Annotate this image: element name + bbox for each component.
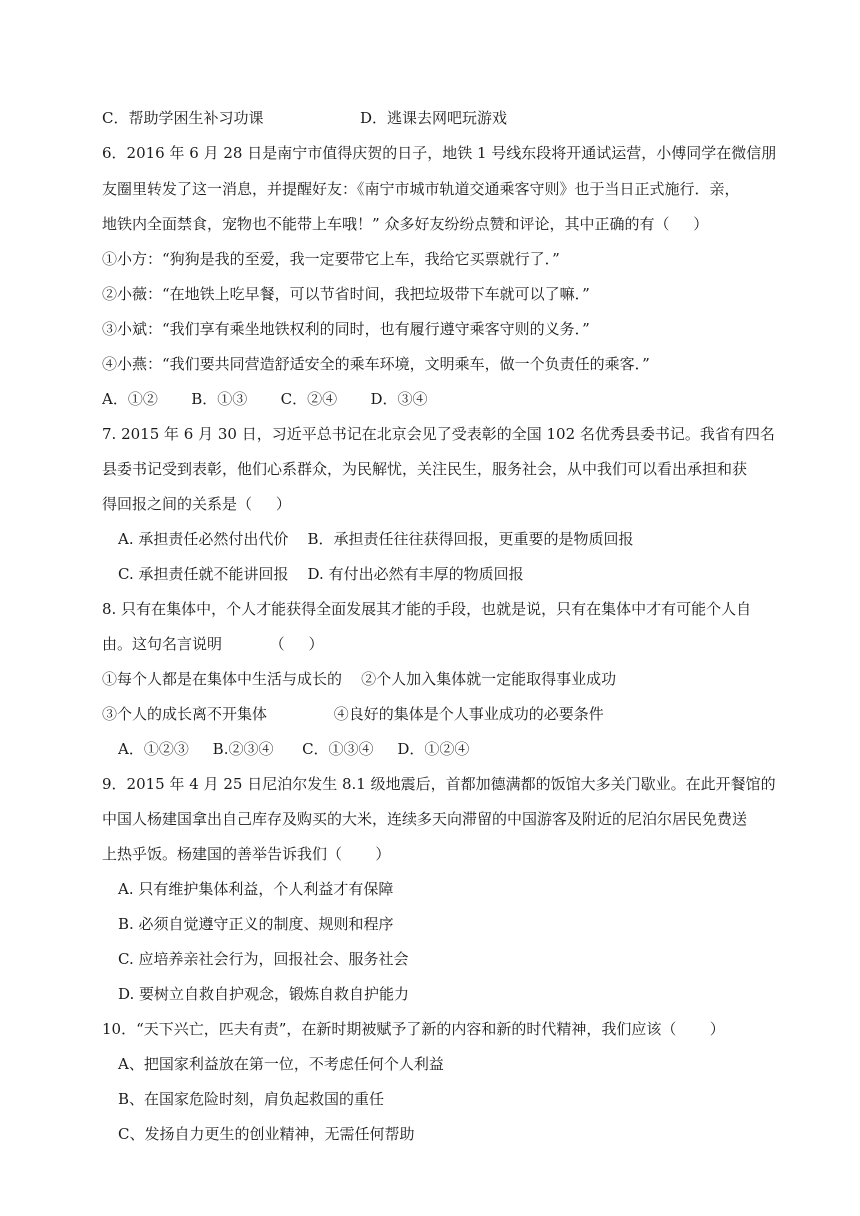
- q9-stem-line-3: 上热乎饭。杨建国的善举告诉我们（ ）: [102, 845, 391, 863]
- q10-option-c: C、发扬自力更生的创业精神，无需任何帮助: [118, 1125, 415, 1143]
- q6-stem-line-3: 地铁内全面禁食，宠物也不能带上车哦！” 众多好友纷纷点赞和评论，其中正确的有（ ）: [102, 215, 709, 233]
- q5-option-d: D．逃课去网吧玩游戏: [360, 109, 508, 127]
- q6-item-2: ②小薇：“在地铁上吃早餐，可以节省时间，我把垃圾带下车就可以了嘛．”: [102, 285, 590, 303]
- q8-item-line-2: ③个人的成长离不开集体 ④良好的集体是个人事业成功的必要条件: [102, 705, 604, 723]
- q10-option-b: B、在国家危险时刻，肩负起救国的重任: [118, 1090, 385, 1108]
- q9-option-c: C. 应培养亲社会行为，回报社会、服务社会: [118, 950, 409, 968]
- q7-options-line-2: C. 承担责任就不能讲回报 D. 有付出必然有丰厚的物质回报: [118, 565, 524, 583]
- q6-stem-line-2: 友圈里转发了这一消息，并提醒好友：《南宁市城市轨道交通乘客守则》也于当日正式施行．亲，: [102, 180, 740, 198]
- q10-stem: 10．“天下兴亡，匹夫有责”，在新时期被赋予了新的内容和新的时代精神，我们应该（ ）: [102, 1020, 725, 1038]
- q9-stem-line-2: 中国人杨建国拿出自己库存及购买的大米，连续多天向滞留的中国游客及附近的尼泊尔居民免费送: [102, 810, 748, 828]
- q9-stem-line-1: 9．2015 年 4 月 25 日尼泊尔发生 8.1 级地震后，首都加德满都的饭馆大多关门歇业。在此开餐馆的: [102, 775, 776, 793]
- q6-options: A．①② B．①③ C．②④ D．③④: [102, 390, 428, 408]
- q6-item-1: ①小方：“狗狗是我的至爱，我一定要带它上车，我给它买票就行了．”: [102, 250, 560, 268]
- q8-stem-line-2: 由。这句名言说明 （ ）: [102, 635, 324, 653]
- q7-stem-line-1: 7. 2015 年 6 月 30 日，习近平总书记在北京会见了受表彰的全国 102 名优秀县委书记。我省有四名: [102, 425, 775, 443]
- q9-option-a: A. 只有维护集体利益，个人利益才有保障: [118, 880, 394, 898]
- q10-option-a: A、把国家利益放在第一位，不考虑任何个人利益: [118, 1055, 444, 1073]
- q9-option-d: D. 要树立自救自护观念，锻炼自救自护能力: [118, 985, 410, 1003]
- q7-options-line-1: A. 承担责任必然付出代价 B．承担责任往往获得回报，更重要的是物质回报: [118, 530, 634, 548]
- q7-stem-line-3: 得回报之间的关系是（ ）: [102, 495, 291, 513]
- q6-stem-line-1: 6．2016 年 6 月 28 日是南宁市值得庆贺的日子，地铁 1 号线东段将开通试运营，小傅同学在微信朋: [102, 144, 777, 162]
- q6-item-4: ④小燕：“我们要共同营造舒适安全的乘车环境，文明乘车，做一个负责任的乘客．”: [102, 355, 650, 373]
- q8-item-line-1: ①每个人都是在集体中生活与成长的 ②个人加入集体就一定能取得事业成功: [102, 670, 617, 688]
- q7-stem-line-2: 县委书记受到表彰，他们心系群众，为民解忧，关注民生，服务社会，从中我们可以看出承担和获: [102, 460, 748, 478]
- q5-option-c: C．帮助学困生补习功课: [102, 109, 264, 127]
- q8-stem-line-1: 8. 只有在集体中，个人才能获得全面发展其才能的手段，也就是说，只有在集体中才有可能个人自: [102, 600, 752, 618]
- q9-option-b: B. 必须自觉遵守正义的制度、规则和程序: [118, 915, 394, 933]
- q6-item-3: ③小斌：“我们享有乘坐地铁权利的同时，也有履行遵守乘客守则的义务．”: [102, 320, 590, 338]
- q8-options: A．①②③ B.②③④ C．①③④ D．①②④: [118, 740, 470, 758]
